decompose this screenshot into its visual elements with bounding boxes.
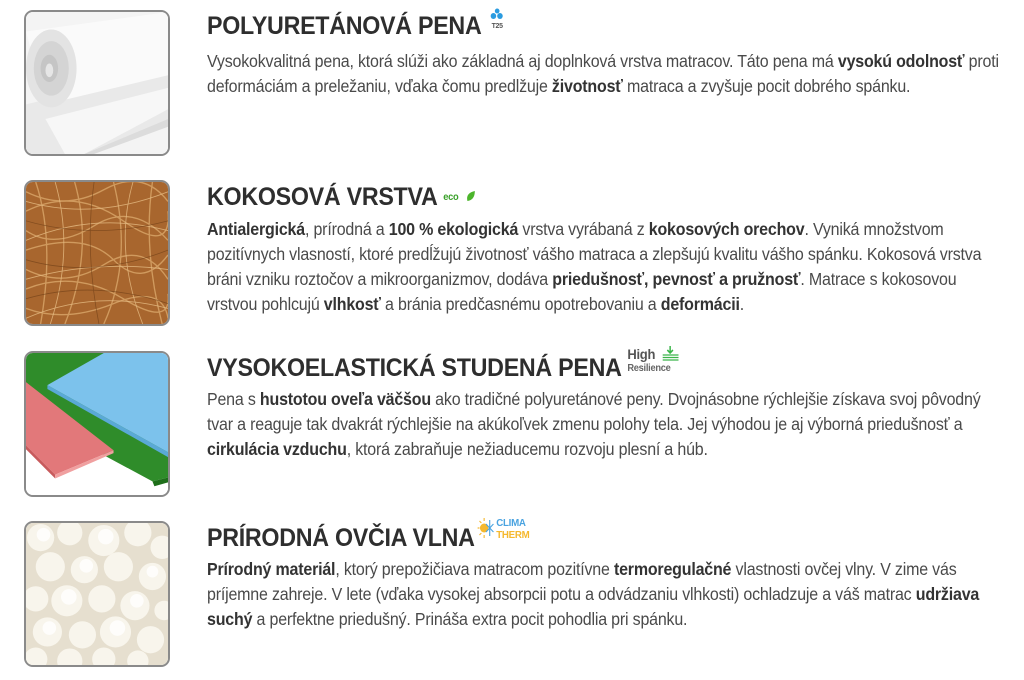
highlighted-text: termoregulačné [613, 559, 732, 579]
climatherm-sun-snow-icon [477, 515, 537, 548]
svg-text:Resilience: Resilience [627, 362, 671, 373]
description-text: . [739, 294, 744, 314]
section-title [207, 12, 508, 41]
highlighted-text: cirkulácia vzduchu [207, 439, 347, 459]
section-title [207, 517, 536, 553]
highlighted-text: kokosových orechov [648, 219, 805, 239]
description-text: . Matrace s kokosovou vrstvou pohlcujú [207, 269, 957, 314]
eco-leaf-icon [443, 181, 476, 210]
description-text: a bránia predčasnému opotrebovaniu a [380, 294, 661, 314]
polyurethane-foam-image [24, 10, 170, 156]
svg-text:T25: T25 [491, 20, 503, 30]
highlighted-text: deformácii [660, 294, 740, 314]
title-text: VYSOKOELASTICKÁ STUDENÁ PENA [207, 354, 622, 382]
highlighted-text: udržiava suchý [207, 584, 980, 629]
highlighted-text: životnosť [551, 76, 623, 96]
t25-foam-icon [487, 8, 507, 37]
title-text: POLYURETÁNOVÁ PENA [207, 12, 482, 40]
title-text: KOKOSOVÁ VRSTVA [207, 183, 438, 211]
description-text: proti deformáciám a preležaniu, vďaka čomu predlžuje [207, 51, 999, 96]
description-text: ako tradičné polyuretánové peny. Dvojnásobne rýchlejšie získava svoj pôvodný tvar a reaguje tak dvakrát rýchlejšie na akúkoľvek zmenu polohy tela. Jej výhodou je aj výborná priedušnosť a [207, 389, 981, 434]
title-text: PRÍRODNÁ OVČIA VLNA [207, 524, 475, 552]
description-text: , ktorá zabraňuje nežiaducemu rozvoju plesní a húb. [346, 439, 708, 459]
description-text: vlastnosti ovčej vlny. V zime vás príjemne zahreje. V lete (vďaka vysokej absorpcii potu a odvádzaniu vlhkosti) ochladzuje a váš matrac [207, 559, 957, 604]
highlighted-text: Prírodný materiál [207, 559, 336, 579]
section-description [207, 49, 1007, 99]
section-title [207, 346, 685, 383]
highlighted-text: vlhkosť [323, 294, 381, 314]
description-text: Pena s [207, 389, 260, 409]
sheep-wool-image [24, 521, 170, 667]
highlighted-text: priedušnosť, pevnosť a pružnosť [552, 269, 801, 289]
coconut-fibre-image [24, 180, 170, 326]
description-text: vrstva vyrábaná z [518, 219, 649, 239]
description-text: a perfektne priedušný. Prináša extra pocit pohodlia pri spánku. [252, 609, 688, 629]
svg-text:High: High [627, 346, 655, 363]
highlighted-text: vysokú odolnosť [837, 51, 965, 71]
section-title [207, 183, 477, 212]
highlighted-text: hustotou oveľa väčšou [259, 389, 431, 409]
cold-foam-image [24, 351, 170, 497]
section-description [207, 217, 1007, 317]
description-text: matraca a zvyšuje pocit dobrého spánku. [622, 76, 911, 96]
description-text: . Vyniká množstvom pozitívnych vlasností, ktoré predĺžujú životnosť vášho matraca a zlepšujú kvalitu vášho spánku. Kokosová vrstva bráni vzniku roztočov a mikroorganizmov, dodáva [207, 219, 982, 289]
description-text: , ktorý prepožičiava matracom pozitívne [335, 559, 614, 579]
description-text: , prírodná a [304, 219, 389, 239]
high-resilience-icon [627, 345, 685, 380]
svg-text:CLIMA: CLIMA [496, 517, 526, 530]
description-text: Vysokokvalitná pena, ktorá slúži ako základná aj doplnková vrstva matracov. Táto pena má [207, 51, 838, 71]
svg-text:eco: eco [443, 191, 459, 203]
highlighted-text: 100 % ekologická [388, 219, 519, 239]
svg-text:THERM: THERM [496, 529, 530, 541]
section-description [207, 557, 1007, 632]
highlighted-text: Antialergická [207, 219, 305, 239]
section-description [207, 387, 1007, 462]
